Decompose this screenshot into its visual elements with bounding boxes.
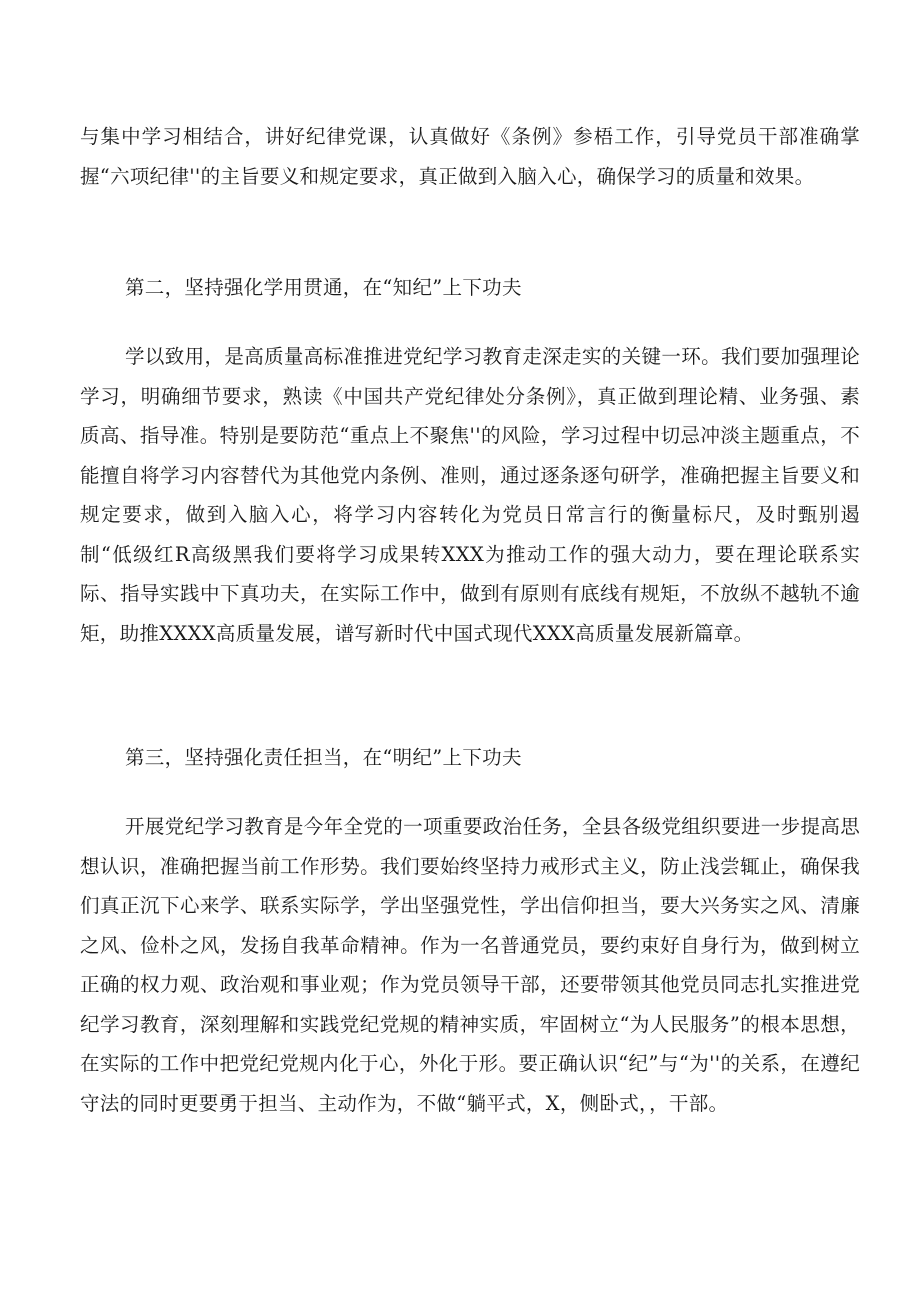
paragraph-section-2: 学以致用，是高质量高标准推进党纪学习教育走深走实的关键一环。我们要加强理论学习，明确细节要求，熟读《中国共产党纪律处分条例》，真正做到理论精、业务强、素质高、指导准。特别是要防范“重点上不聚焦''的风险，学习过程中切忌冲淡主题重点，不能擅自将学习内容替代为其他党内条例、准则，通过逐条逐句研学，准确把握主旨要义和规定要求，做到入脑入心，将学习内容转化为党员日常言行的衡量标尺，及时甄别遏制“低级红R高级黑我们要将学习成果转XXX为推动工作的强大动力，要在理论联系实际、指导实践中下真功夫，在实际工作中，做到有原则有底线有规矩，不放纵不越轨不逾矩，助推XXXX高质量发展，谱写新时代中国式现代XXX高质量发展新篇章。 [80,345,860,645]
section-heading-2: 第二，坚持强化学用贯通，在“知纪”上下功夫 [125,276,522,299]
paragraph-continued: 与集中学习相结合，讲好纪律党课，认真做好《条例》参梧工作，引导党员干部准确掌握“六项纪律''的主旨要义和规定要求，真正做到入脑入心，确保学习的质量和效果。 [80,125,860,188]
paragraph-section-3: 开展党纪学习教育是今年全党的一项重要政治任务，全县各级党组织要进一步提高思想认识，准确把握当前工作形势。我们要始终坚持力戒形式主义，防止浅尝辄止，确保我们真正沉下心来学、联系实际学，学出坚强党性，学出信仰担当，要大兴务实之风、清廉之风、俭朴之风，发扬自我革命精神。作为一名普通党员，要约束好自身行为，做到树立正确的权力观、政治观和事业观；作为党员领导干部，还要带领其他党员同志扎实推进党纪学习教育，深刻理解和实践党纪党规的精神实质，牢固树立“为人民服务”的根本思想，在实际的工作中把党纪党规内化于心，外化于形。要正确认识“纪”与“为''的关系，在遵纪守法的同时更要勇于担当、主动作为，不做“躺平式，X，侧卧式，，干部。 [80,815,860,1115]
section-heading-3: 第三，坚持强化责任担当，在“明纪”上下功夫 [125,746,522,769]
